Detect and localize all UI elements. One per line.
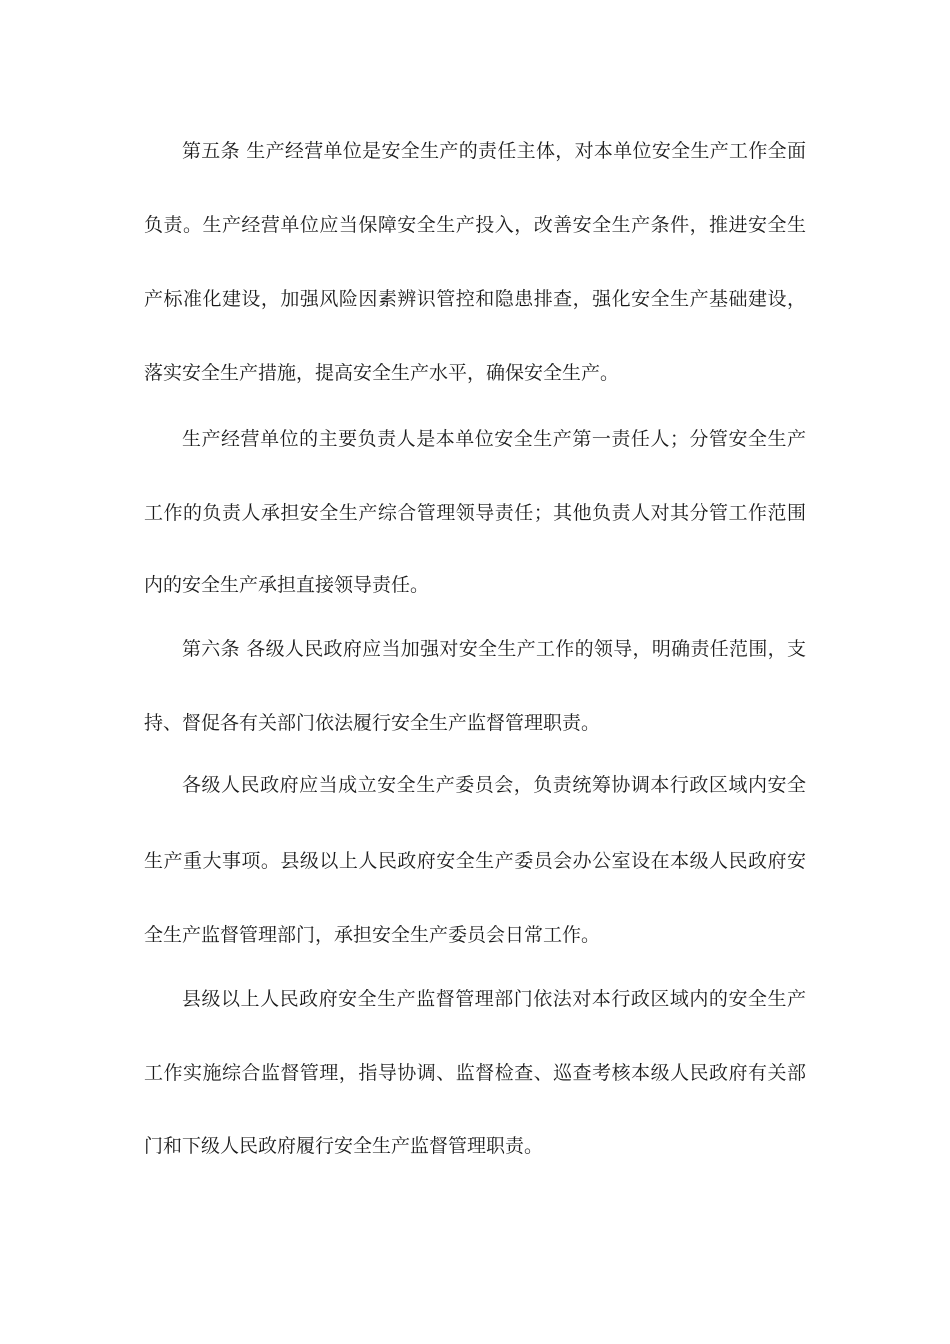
text-line: 全生产监督管理部门，承担安全生产委员会日常工作。 [144, 924, 601, 946]
text-line: 产标准化建设，加强风险因素辨识管控和隐患排查，强化安全生产基础建设， [144, 288, 806, 310]
text-line: 生产经营单位的主要负责人是本单位安全生产第一责任人；分管安全生产 [182, 428, 806, 450]
text-line: 生产重大事项。县级以上人民政府安全生产委员会办公室设在本级人民政府安 [144, 850, 806, 872]
text-line: 第五条 生产经营单位是安全生产的责任主体，对本单位安全生产工作全面 [182, 140, 806, 162]
text-line: 门和下级人民政府履行安全生产监督管理职责。 [144, 1135, 544, 1157]
text-line: 工作实施综合监督管理，指导协调、监督检查、巡查考核本级人民政府有关部 [144, 1062, 806, 1084]
text-line: 持、督促各有关部门依法履行安全生产监督管理职责。 [144, 712, 601, 734]
text-line: 工作的负责人承担安全生产综合管理领导责任；其他负责人对其分管工作范围 [144, 502, 806, 524]
text-line: 内的安全生产承担直接领导责任。 [144, 574, 430, 596]
text-line: 负责。生产经营单位应当保障安全生产投入，改善安全生产条件，推进安全生 [144, 214, 806, 236]
text-line: 各级人民政府应当成立安全生产委员会，负责统筹协调本行政区域内安全 [182, 774, 806, 796]
text-line: 第六条 各级人民政府应当加强对安全生产工作的领导，明确责任范围，支 [182, 638, 806, 660]
text-line: 落实安全生产措施，提高安全生产水平，确保安全生产。 [144, 362, 620, 384]
text-line: 县级以上人民政府安全生产监督管理部门依法对本行政区域内的安全生产 [182, 988, 806, 1010]
